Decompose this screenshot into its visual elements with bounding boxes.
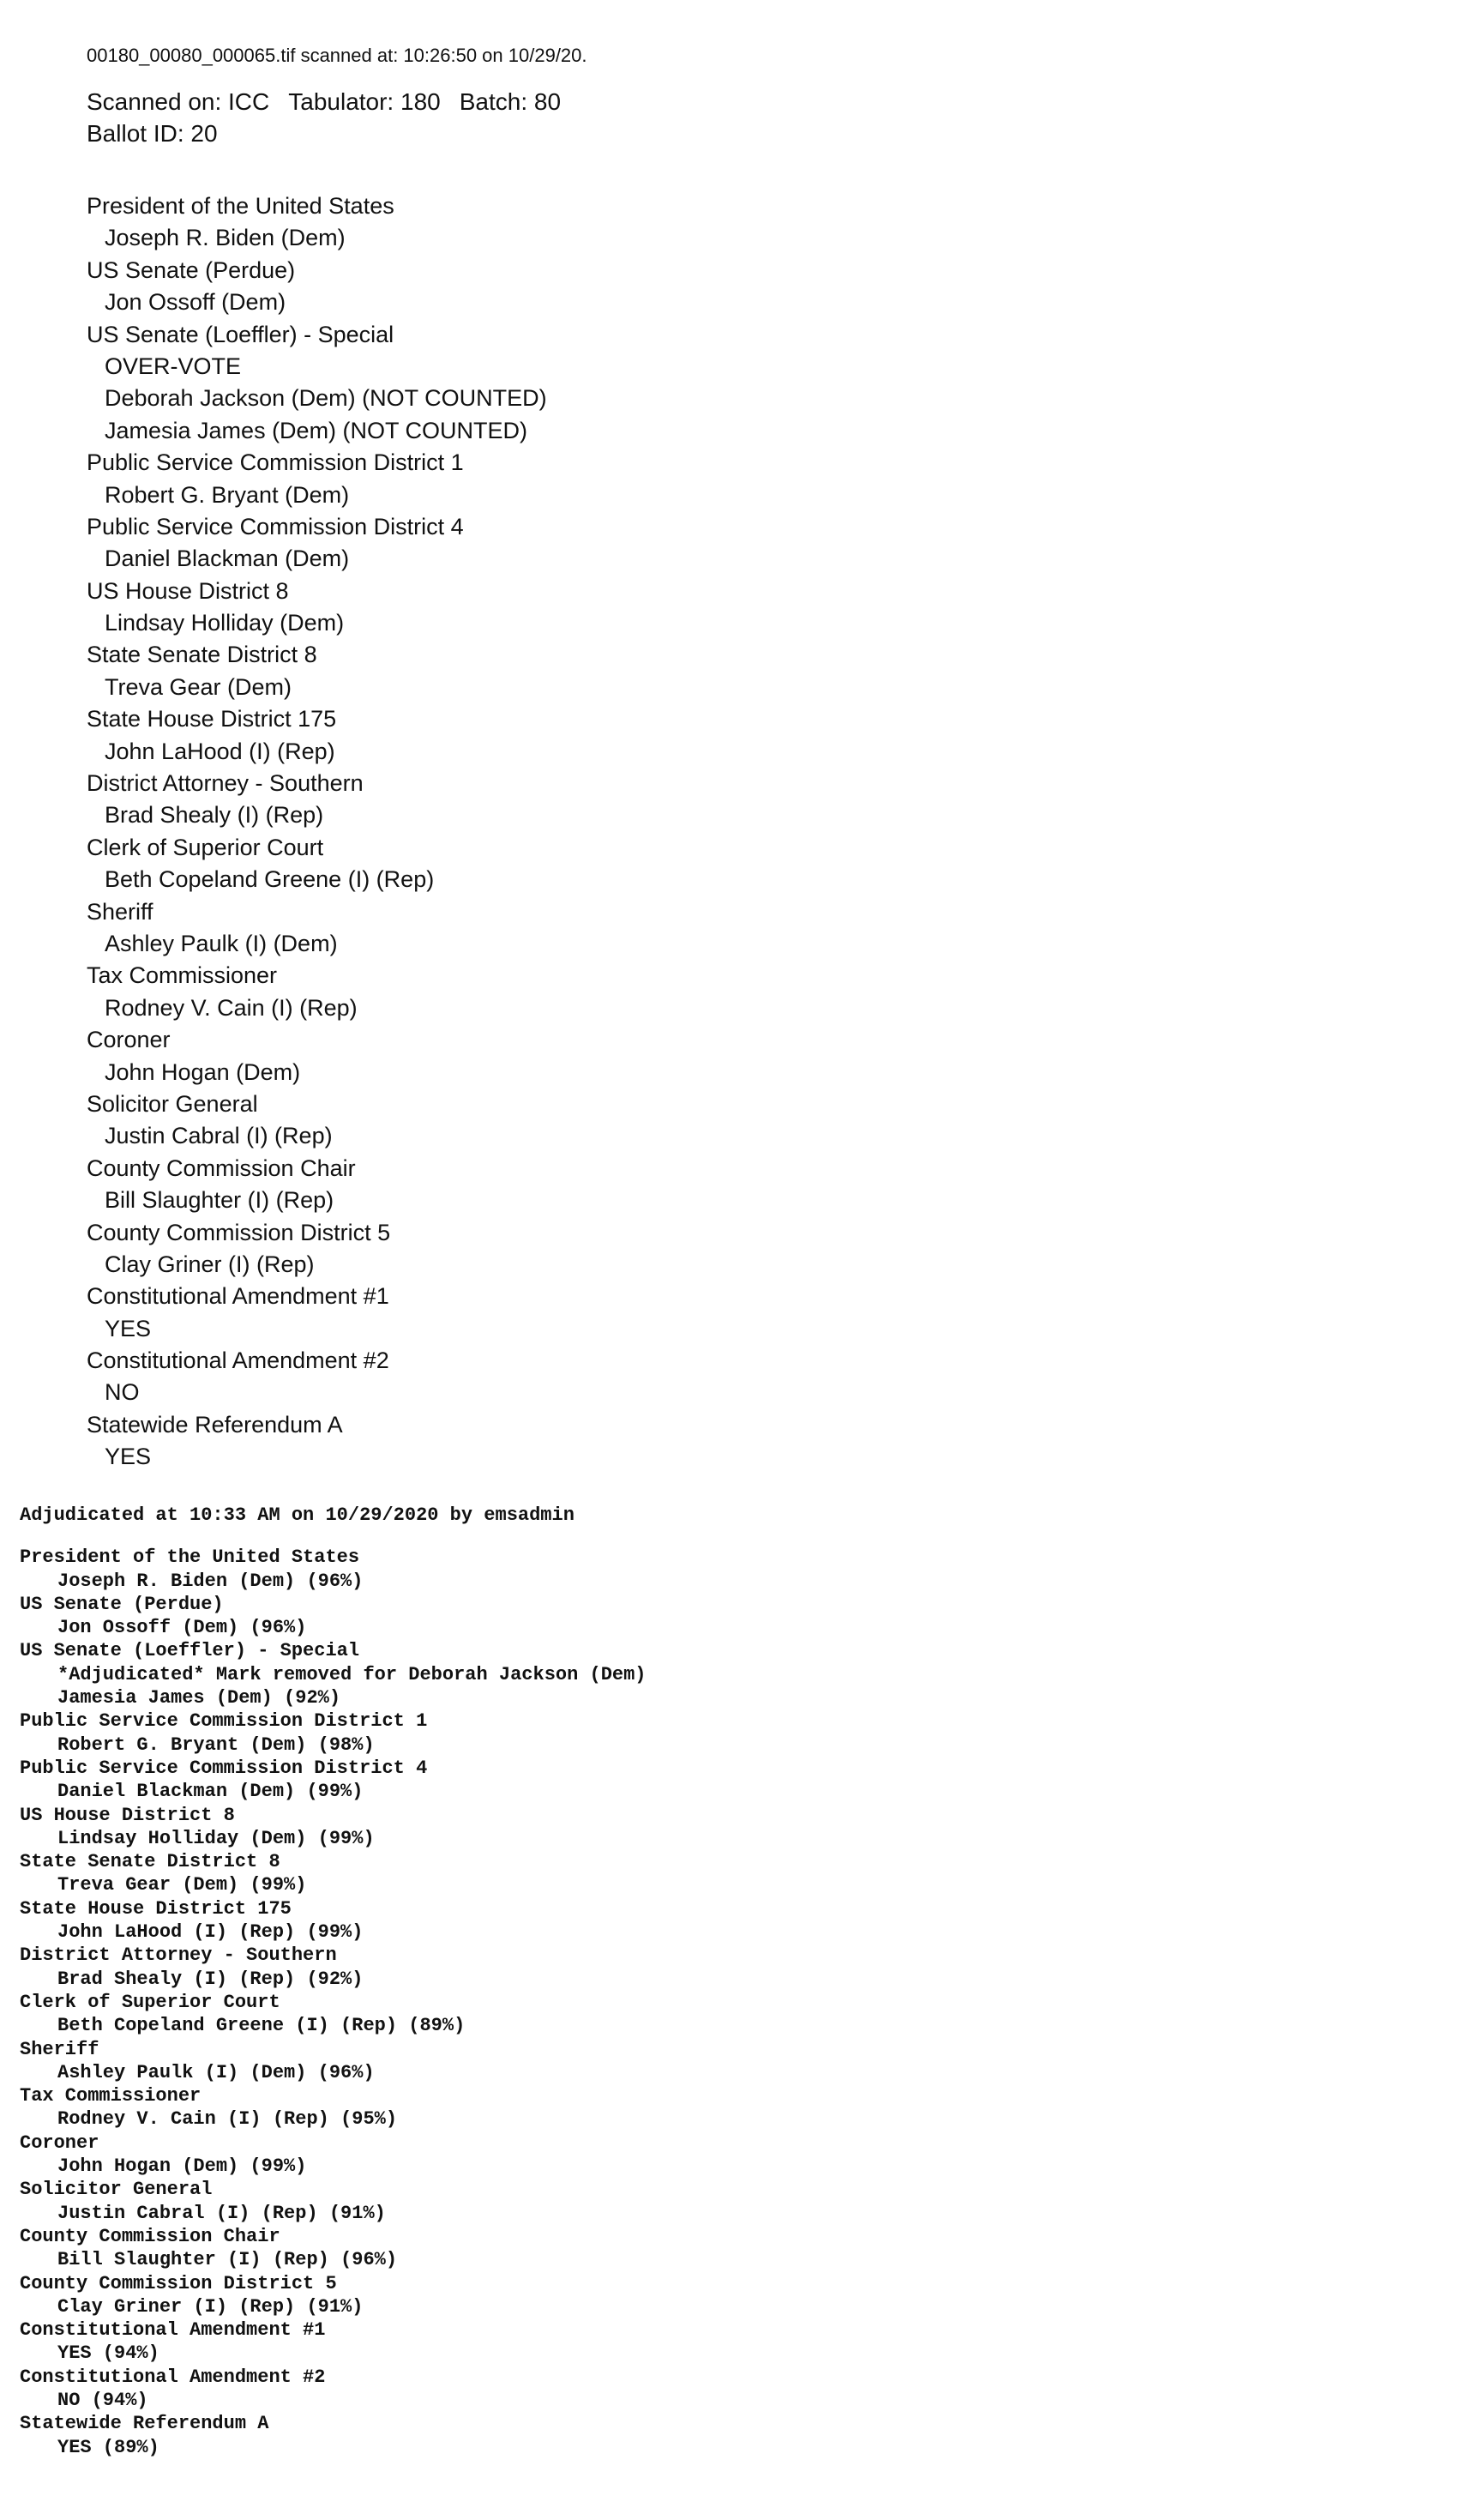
ballot-contest-name: US Senate (Loeffler) - Special [87, 321, 394, 347]
ballot-contest-name: State Senate District 8 [87, 642, 317, 668]
ballot-contest-name: Sheriff [87, 898, 153, 925]
ballot-contest-name: Constitutional Amendment #1 [87, 1283, 389, 1310]
ballot-choice: Joseph R. Biden (Dem) [105, 225, 346, 251]
adj-choice: Beth Copeland Greene (I) (Rep) (89%) [57, 2015, 466, 2037]
adj-contest-name: Solicitor General [20, 2179, 213, 2201]
ballot-choice: Jon Ossoff (Dem) [105, 289, 286, 316]
ballot-contest-name: Solicitor General [87, 1090, 258, 1117]
adj-contest-name: State Senate District 8 [20, 1851, 280, 1873]
ballot-choice: Daniel Blackman (Dem) [105, 546, 350, 572]
adj-choice: John Hogan (Dem) (99%) [57, 2155, 307, 2178]
ballot-choice: YES [105, 1315, 152, 1341]
adj-choice: YES (94%) [57, 2342, 159, 2365]
scanned-on: Scanned on: ICC [87, 88, 270, 115]
adjudication-contests [20, 1546, 647, 2459]
adj-contest-name: Clerk of Superior Court [20, 1991, 280, 2013]
ballot-choice: Clay Griner (I) (Rep) [105, 1251, 315, 1277]
adj-choice: Joseph R. Biden (Dem) (96%) [57, 1570, 364, 1592]
tabulator: Tabulator: 180 [288, 88, 441, 115]
adj-contest-name: Tax Commissioner [20, 2085, 202, 2107]
adj-choice: Robert G. Bryant (Dem) (98%) [57, 1733, 375, 1756]
ballot-contest-name: Constitutional Amendment #2 [87, 1347, 389, 1374]
ballot-contest-name: Tax Commissioner [87, 962, 278, 989]
ballot-choice: John LaHood (I) (Rep) [105, 738, 335, 764]
ballot-contest-name: Coroner [87, 1027, 171, 1053]
adj-choice: Rodney V. Cain (I) (Rep) (95%) [57, 2108, 398, 2131]
adj-choice: Treva Gear (Dem) (99%) [57, 1874, 307, 1896]
adj-contest-name: Public Service Commission District 4 [20, 1757, 428, 1779]
ballot-choice: Beth Copeland Greene (I) (Rep) [105, 866, 435, 893]
ballot-contest-name: County Commission District 5 [87, 1219, 391, 1245]
ballot-choice: John Hogan (Dem) [105, 1058, 301, 1085]
adjudication-section [20, 1504, 647, 2459]
ballot-contest-name: State House District 175 [87, 706, 337, 732]
adj-choice: John LaHood (I) (Rep) (99%) [57, 1921, 364, 1944]
adj-contest-name: US House District 8 [20, 1804, 235, 1826]
adj-choice: Clay Griner (I) (Rep) (91%) [57, 2295, 364, 2318]
ballot-choice: OVER-VOTE [105, 353, 242, 379]
ballot-choice: YES [105, 1444, 152, 1470]
ballot-contests [87, 190, 547, 1474]
adj-choice: *Adjudicated* Mark removed for Deborah Jackson (Dem) [57, 1663, 647, 1685]
adj-contest-name: Constitutional Amendment #2 [20, 2366, 326, 2388]
ballot-contest-name: District Attorney - Southern [87, 770, 364, 797]
ballot-choice: Rodney V. Cain (I) (Rep) [105, 994, 358, 1021]
adj-contest-name: District Attorney - Southern [20, 1944, 337, 1967]
adj-contest-name: State House District 175 [20, 1897, 292, 1920]
ballot-choice: Deborah Jackson (Dem) (NOT COUNTED) [105, 385, 547, 412]
ballot-choice: NO [105, 1379, 140, 1406]
ballot-contest-name: County Commission Chair [87, 1154, 356, 1181]
ballot-choice: Jamesia James (Dem) (NOT COUNTED) [105, 417, 528, 443]
ballot-contest-name: Public Service Commission District 1 [87, 449, 464, 476]
ballot-choice: Lindsay Holliday (Dem) [105, 610, 345, 636]
adj-choice: Jamesia James (Dem) (92%) [57, 1687, 341, 1709]
adjudication-title: Adjudicated at 10:33 AM on 10/29/2020 by emsadmin [20, 1504, 575, 1526]
adj-choice: Justin Cabral (I) (Rep) (91%) [57, 2202, 386, 2224]
ballot-choice: Robert G. Bryant (Dem) [105, 481, 350, 508]
adj-contest-name: County Commission Chair [20, 2225, 280, 2247]
ballot-contest-name: Clerk of Superior Court [87, 834, 324, 860]
ballot-choice: Brad Shealy (I) (Rep) [105, 802, 324, 829]
ballot-choice: Ashley Paulk (I) (Dem) [105, 930, 338, 956]
adj-contest-name: Coroner [20, 2131, 99, 2154]
adj-contest-name: Sheriff [20, 2038, 99, 2060]
ballot-id: Ballot ID: 20 [87, 120, 218, 147]
adj-choice: Brad Shealy (I) (Rep) (92%) [57, 1968, 364, 1990]
scanner-line [87, 86, 587, 118]
adj-contest-name: US Senate (Loeffler) - Special [20, 1640, 360, 1662]
adj-choice: Ashley Paulk (I) (Dem) (96%) [57, 2061, 375, 2083]
scan-meta [87, 86, 587, 149]
adj-contest-name: Public Service Commission District 1 [20, 1710, 428, 1733]
adj-contest-name: President of the United States [20, 1546, 360, 1569]
adj-choice: Lindsay Holliday (Dem) (99%) [57, 1827, 375, 1849]
ballot-contest-name: US House District 8 [87, 577, 289, 604]
adj-contest-name: Constitutional Amendment #1 [20, 2319, 326, 2342]
ballot-contest-name: Public Service Commission District 4 [87, 513, 464, 540]
scan-header [87, 41, 587, 149]
adj-choice: Daniel Blackman (Dem) (99%) [57, 1781, 364, 1803]
adj-contest-name: Statewide Referendum A [20, 2413, 269, 2435]
ballot-contest-name: US Senate (Perdue) [87, 256, 296, 283]
ballot-choice: Bill Slaughter (I) (Rep) [105, 1187, 334, 1214]
adj-contest-name: US Senate (Perdue) [20, 1593, 224, 1615]
scan-filename-line: 00180_00080_000065.tif scanned at: 10:26:50 on 10/29/20. [87, 45, 587, 66]
ballot-choice: Treva Gear (Dem) [105, 673, 292, 700]
batch: Batch: 80 [459, 88, 562, 115]
adj-choice: Bill Slaughter (I) (Rep) (96%) [57, 2249, 398, 2271]
ballot-contest-name: President of the United States [87, 193, 394, 219]
ballot-contest-name: Statewide Referendum A [87, 1411, 343, 1438]
adj-choice: Jon Ossoff (Dem) (96%) [57, 1617, 307, 1639]
ballot-choice: Justin Cabral (I) (Rep) [105, 1123, 333, 1149]
adj-choice: YES (89%) [57, 2436, 159, 2458]
adj-choice: NO (94%) [57, 2389, 148, 2411]
adj-contest-name: County Commission District 5 [20, 2272, 337, 2294]
